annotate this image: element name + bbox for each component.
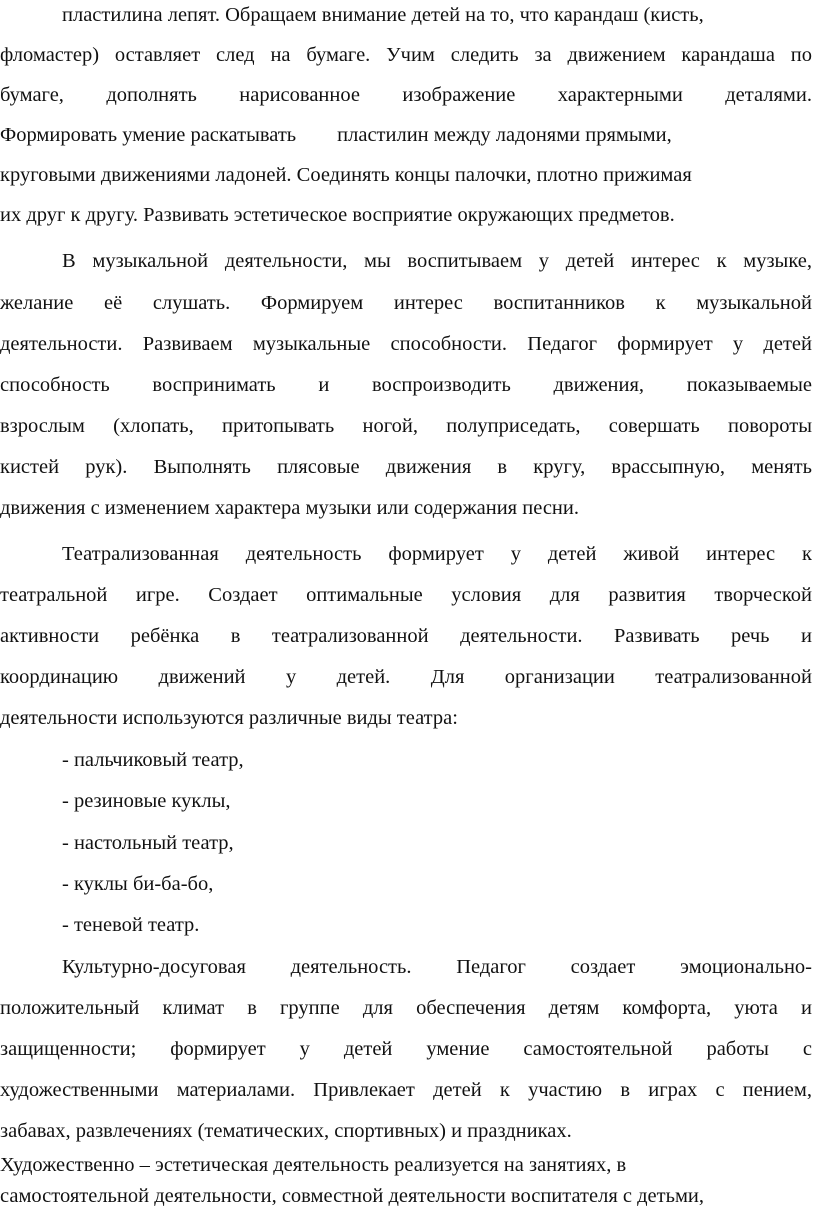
text-line: Театрализованная деятельность формирует у детей живой интерес к [62, 543, 812, 565]
text-line: желание её слушать. Формируем интерес воспитанников к музыкальной [0, 292, 812, 314]
text-line: забавах, развлечениях (тематических, спортивных) и праздниках. [0, 1120, 572, 1142]
text-line: бумаге, дополнять нарисованное изображение характерными деталями. [0, 84, 812, 106]
text-line: координацию движений у детей. Для организации театрализованной [0, 666, 812, 688]
list-item: - пальчиковый театр, [62, 749, 244, 771]
text-line: художественными материалами. Привлекает детей к участию в играх с пением, [0, 1079, 812, 1101]
text-line: их друг к другу. Развивать эстетическое восприятие окружающих предметов. [0, 204, 675, 226]
text-line: Формировать умение раскатывать пластилин между ладонями прямыми, [0, 124, 672, 146]
text-line: способность воспринимать и воспроизводить движения, показываемые [0, 374, 812, 396]
text-line: пластилина лепят. Обращаем внимание детей на то, что карандаш (кисть, [62, 4, 704, 26]
text-line: взрослым (хлопать, притопывать ногой, полуприседать, совершать повороты [0, 415, 812, 437]
text-line: движения с изменением характера музыки или содержания песни. [0, 497, 579, 519]
list-item: - настольный театр, [62, 832, 234, 854]
list-item: - резиновые куклы, [62, 790, 231, 812]
text-line: положительный климат в группе для обеспечения детям комфорта, уюта и [0, 997, 812, 1019]
text-line: кистей рук). Выполнять плясовые движения в кругу, врассыпную, менять [0, 456, 812, 478]
text-line: Культурно-досуговая деятельность. Педагог создает эмоционально- [62, 956, 812, 978]
text-line: деятельности. Развиваем музыкальные способности. Педагог формирует у детей [0, 333, 812, 355]
list-item: - куклы би-ба-бо, [62, 873, 214, 895]
text-line: активности ребёнка в театрализованной деятельности. Развивать речь и [0, 625, 812, 647]
text-line: защищенности; формирует у детей умение самостоятельной работы с [0, 1038, 812, 1060]
list-item: - теневой театр. [62, 914, 200, 936]
text-line: фломастер) оставляет след на бумаге. Учим следить за движением карандаша по [0, 44, 812, 66]
text-line: В музыкальной деятельности, мы воспитываем у детей интерес к музыке, [62, 250, 812, 272]
text-line: Художественно – эстетическая деятельность реализуется на занятиях, в [0, 1154, 627, 1176]
text-line: театральной игре. Создает оптимальные условия для развития творческой [0, 584, 812, 606]
text-line: деятельности используются различные виды театра: [0, 707, 458, 729]
text-line: круговыми движениями ладоней. Соединять концы палочки, плотно прижимая [0, 164, 692, 186]
text-line: самостоятельной деятельности, совместной деятельности воспитателя с детьми, [0, 1185, 705, 1207]
